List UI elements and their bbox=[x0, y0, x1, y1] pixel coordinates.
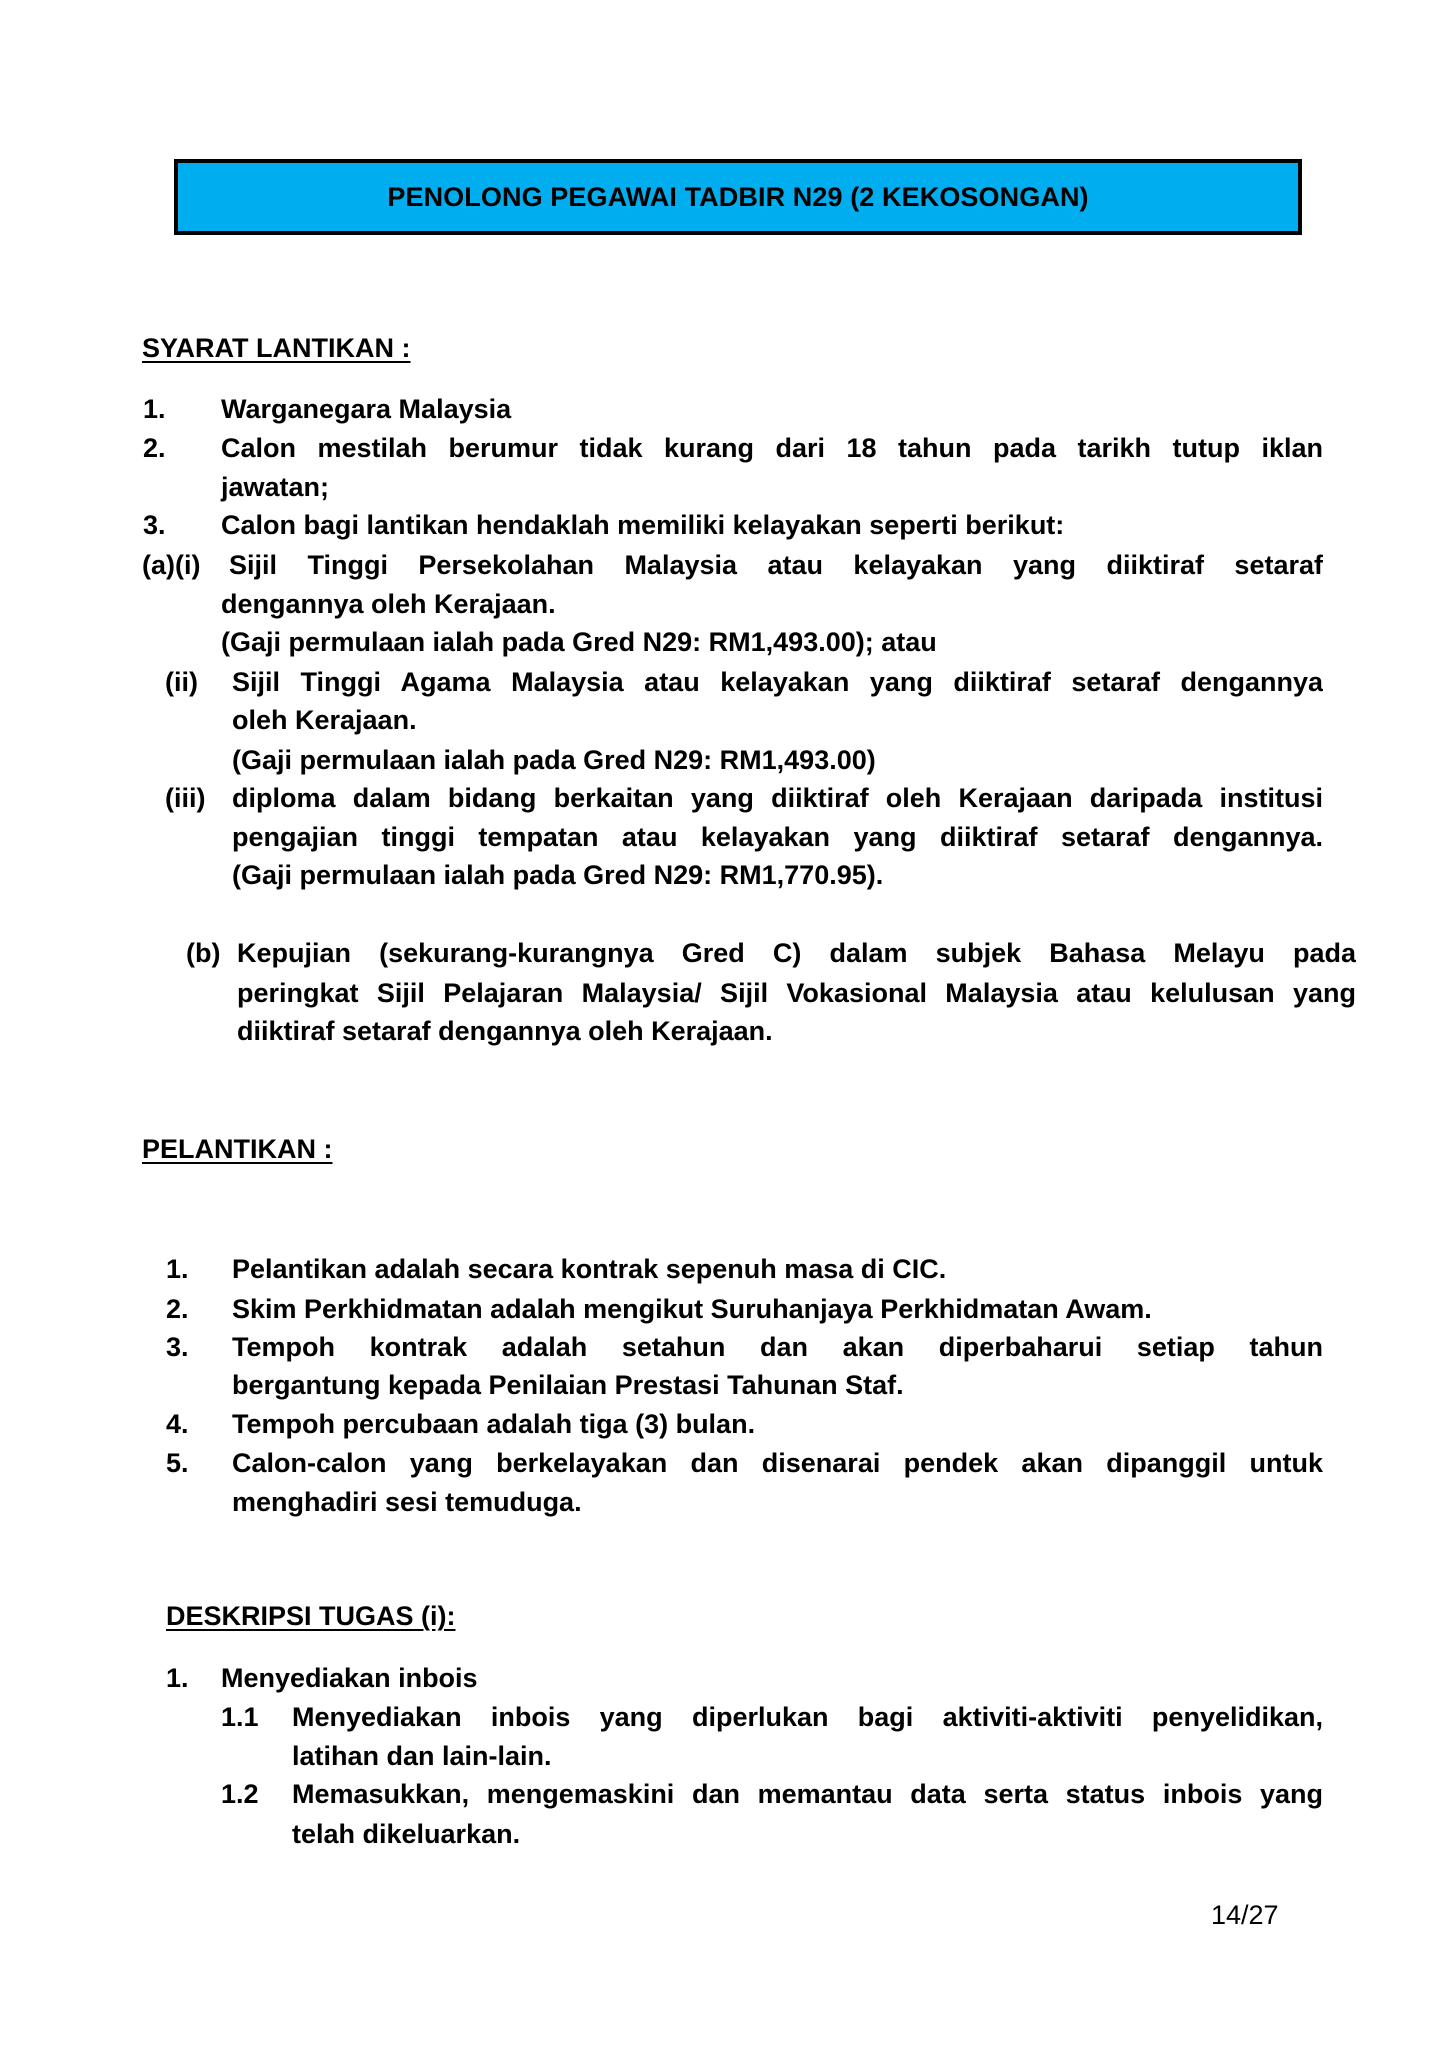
salary-note: (Gaji permulaan ialah pada Gred N29: RM1,493.00); atau bbox=[221, 627, 937, 657]
list-item-label: 3. bbox=[166, 1332, 189, 1362]
section-heading-syarat-lantikan: SYARAT LANTIKAN : bbox=[142, 333, 411, 363]
sub-item-label: 1.2 bbox=[221, 1779, 259, 1809]
list-item-label: 4. bbox=[166, 1409, 189, 1439]
sub-item-label: (ii) bbox=[165, 667, 198, 697]
list-item-label: 2. bbox=[143, 433, 166, 463]
sub-item-text: latihan dan lain-lain. bbox=[292, 1741, 552, 1771]
list-item-text: Tempoh kontrak adalah setahun dan akan diperbaharui setiap tahun bbox=[232, 1332, 1323, 1362]
sub-item-text: diploma dalam bidang berkaitan yang diiktiraf oleh Kerajaan daripada institusi bbox=[232, 783, 1323, 813]
sub-item-label: 1.1 bbox=[221, 1702, 259, 1732]
list-item-text: Warganegara Malaysia bbox=[221, 394, 512, 424]
list-item-label: 5. bbox=[166, 1448, 189, 1478]
sub-item-text: Sijil Tinggi Persekolahan Malaysia atau kelayakan yang diiktiraf setaraf bbox=[229, 550, 1323, 580]
list-item-label: 3. bbox=[143, 510, 166, 540]
list-item-text: Menyediakan inbois bbox=[221, 1663, 478, 1693]
sub-item-text: oleh Kerajaan. bbox=[232, 705, 417, 735]
sub-item-text: pengajian tinggi tempatan atau kelayakan yang diiktiraf setaraf dengannya. bbox=[232, 822, 1323, 852]
list-item-text: jawatan; bbox=[221, 472, 330, 502]
salary-note: (Gaji permulaan ialah pada Gred N29: RM1,770.95). bbox=[232, 860, 884, 890]
sub-item-text: telah dikeluarkan. bbox=[292, 1819, 521, 1849]
list-item-label: 1. bbox=[143, 394, 166, 424]
sub-item-label: (iii) bbox=[165, 783, 206, 813]
list-item-text: Calon-calon yang berkelayakan dan disenarai pendek akan dipanggil untuk bbox=[232, 1448, 1323, 1478]
sub-item-text: Menyediakan inbois yang diperlukan bagi aktiviti-aktiviti penyelidikan, bbox=[292, 1702, 1323, 1732]
title-banner bbox=[174, 159, 1302, 235]
list-item-text: Pelantikan adalah secara kontrak sepenuh masa di CIC. bbox=[232, 1254, 947, 1284]
list-item-text: bergantung kepada Penilaian Prestasi Tahunan Staf. bbox=[232, 1370, 904, 1400]
sub-item-text: dengannya oleh Kerajaan. bbox=[221, 589, 556, 619]
sub-item-text: diiktiraf setaraf dengannya oleh Kerajaan. bbox=[237, 1016, 773, 1046]
sub-item-text: Memasukkan, mengemaskini dan memantau data serta status inbois yang bbox=[292, 1779, 1323, 1809]
list-item-text: Calon bagi lantikan hendaklah memiliki kelayakan seperti berikut: bbox=[221, 510, 1065, 540]
sub-item-label: (a)(i) bbox=[142, 550, 201, 580]
page-number: 14/27 bbox=[1211, 1900, 1279, 1930]
list-item-text: Tempoh percubaan adalah tiga (3) bulan. bbox=[232, 1409, 756, 1439]
section-heading-pelantikan: PELANTIKAN : bbox=[142, 1134, 333, 1164]
list-item-text: Skim Perkhidmatan adalah mengikut Suruhanjaya Perkhidmatan Awam. bbox=[232, 1294, 1152, 1324]
sub-item-label: (b) bbox=[186, 938, 221, 968]
page-title: PENOLONG PEGAWAI TADBIR N29 (2 KEKOSONGAN) bbox=[387, 181, 1089, 212]
sub-item-text: Kepujian (sekurang-kurangnya Gred C) dalam subjek Bahasa Melayu pada bbox=[237, 938, 1356, 968]
sub-item-text: peringkat Sijil Pelajaran Malaysia/ Sijil Vokasional Malaysia atau kelulusan yang bbox=[237, 978, 1356, 1008]
section-heading-deskripsi-tugas: DESKRIPSI TUGAS (i): bbox=[166, 1601, 456, 1631]
list-item-label: 1. bbox=[166, 1663, 189, 1693]
list-item-text: menghadiri sesi temuduga. bbox=[232, 1487, 582, 1517]
list-item-label: 2. bbox=[166, 1294, 189, 1324]
list-item-label: 1. bbox=[166, 1254, 189, 1284]
sub-item-text: Sijil Tinggi Agama Malaysia atau kelayakan yang diiktiraf setaraf dengannya bbox=[232, 667, 1323, 697]
list-item-text: Calon mestilah berumur tidak kurang dari 18 tahun pada tarikh tutup iklan bbox=[221, 433, 1323, 463]
salary-note: (Gaji permulaan ialah pada Gred N29: RM1,493.00) bbox=[232, 745, 876, 775]
